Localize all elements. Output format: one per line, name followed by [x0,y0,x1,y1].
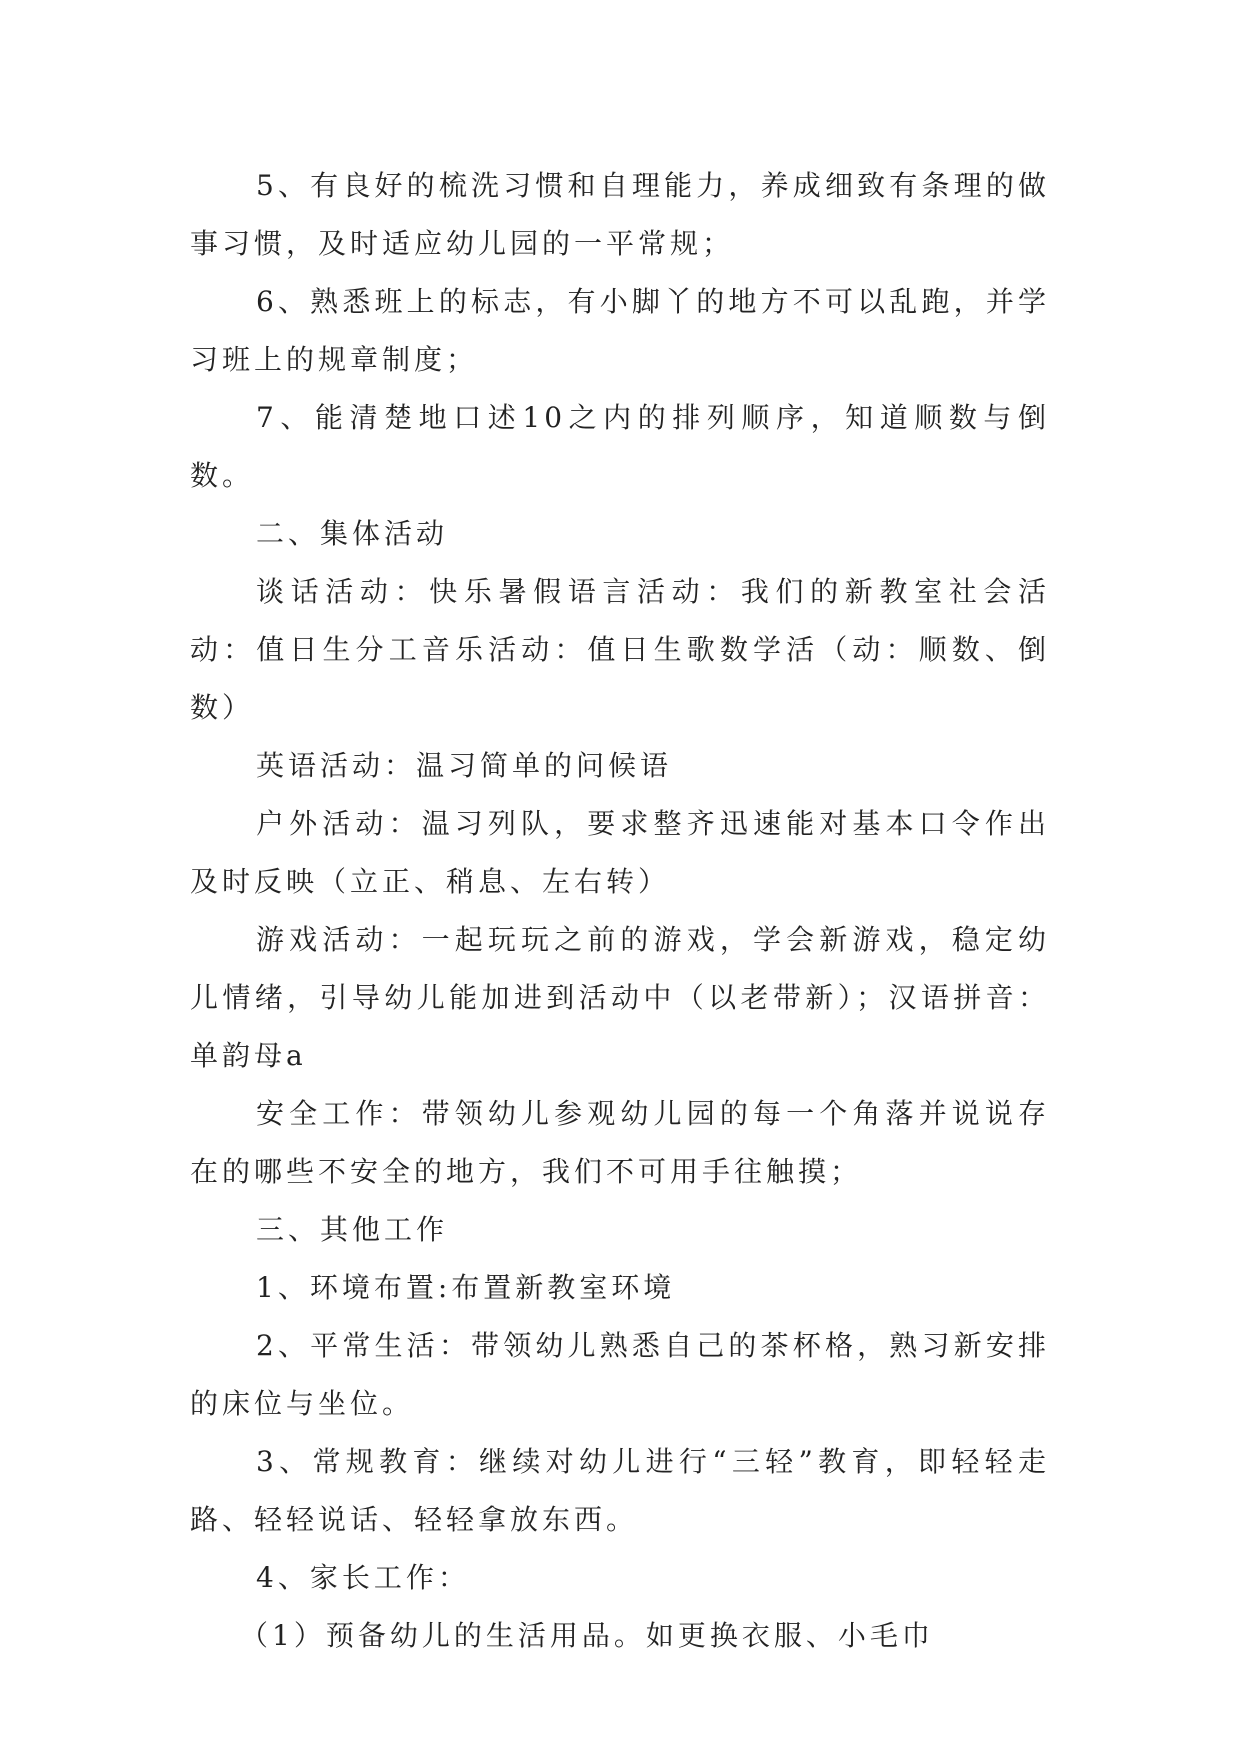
section-heading-collective-activities: 二、集体活动 [256,517,449,550]
paragraph-parent-work-item-1: （1）预备幼儿的生活用品。如更换衣服、小毛巾 [240,1619,934,1652]
paragraph-item-5: 5、有良好的梳洗习惯和自理能力，养成细致有条理的做事习惯，及时适应幼儿园的一平常规； [190,169,1050,260]
paragraph-item-7: 7、能清楚地口述10之内的排列顺序，知道顺数与倒数。 [190,401,1050,492]
paragraph-activities: 谈话活动：快乐暑假语言活动：我们的新教室社会活动：值日生分工音乐活动：值日生歌数学活（动：顺数、倒数） [190,575,1050,724]
paragraph-daily-life: 2、平常生活：带领幼儿熟悉自己的茶杯格，熟习新安排的床位与坐位。 [190,1329,1050,1420]
paragraph-outdoor-activity: 户外活动：温习列队，要求整齐迅速能对基本口令作出及时反映（立正、稍息、左右转） [190,807,1050,898]
paragraph-item-6: 6、熟悉班上的标志，有小脚丫的地方不可以乱跑，并学习班上的规章制度； [190,285,1050,376]
paragraph-parent-work: 4、家长工作： [256,1561,470,1594]
paragraph-safety-work: 安全工作：带领幼儿参观幼儿园的每一个角落并说说存在的哪些不安全的地方，我们不可用手往触摸； [190,1097,1050,1188]
paragraph-routine-education: 3、常规教育：继续对幼儿进行“三轻”教育，即轻轻走路、轻轻说话、轻轻拿放东西。 [190,1445,1050,1536]
document-body [190,157,1050,1665]
section-heading-other-work: 三、其他工作 [256,1213,449,1246]
paragraph-environment: 1、环境布置:布置新教室环境 [256,1271,676,1304]
paragraph-game-activity: 游戏活动：一起玩玩之前的游戏，学会新游戏，稳定幼儿情绪，引导幼儿能加进到活动中（以老带新）；汉语拼音：单韵母a [190,923,1050,1072]
paragraph-english-activity: 英语活动：温习简单的问候语 [256,749,673,782]
